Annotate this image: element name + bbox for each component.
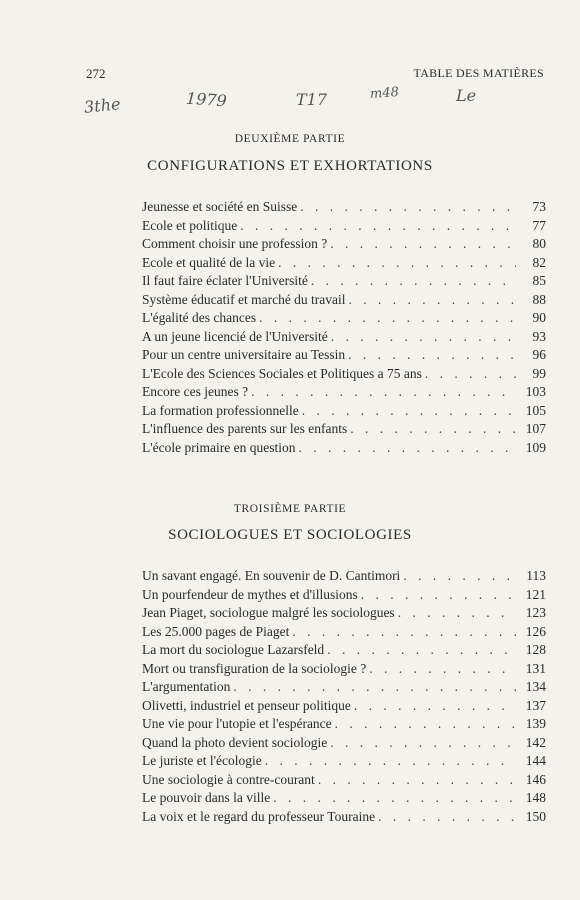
toc-entry-title: Ecole et politique	[142, 217, 238, 233]
toc-entry-page: 139	[525, 716, 546, 731]
toc-entry-page: 105	[525, 402, 546, 418]
dot-leader	[292, 624, 516, 640]
toc-entry	[142, 753, 546, 772]
toc-entry-title: L'argumentation	[142, 679, 231, 694]
handwritten-annotations	[84, 86, 504, 116]
toc-entry-title: Quand la photo devient sociologie	[142, 734, 328, 750]
toc-entry	[142, 366, 546, 385]
toc-entry-title: La mort du sociologue Lazarsfeld	[142, 642, 325, 657]
toc-entry-title: Un savant engagé. En souvenir de D. Cantimori	[142, 568, 401, 583]
handwritten-note: Le	[456, 86, 477, 105]
dot-leader	[330, 735, 516, 751]
toc-entry-page: 131	[525, 660, 546, 676]
dot-leader	[361, 587, 516, 603]
dot-leader	[403, 568, 516, 584]
dot-leader	[278, 255, 516, 271]
dot-leader	[300, 199, 516, 215]
part-label: TROISIÈME PARTIE	[233, 503, 347, 515]
toc-entry-page: 146	[525, 771, 546, 787]
handwritten-note: T17	[296, 90, 328, 109]
toc-entry-page: 126	[525, 623, 546, 639]
dot-leader	[398, 605, 516, 621]
toc-entry-title: Ecole et qualité de la vie	[142, 254, 276, 270]
toc-entry-page: 109	[525, 439, 546, 455]
toc-entry	[142, 384, 546, 403]
dot-leader	[348, 347, 516, 363]
toc-entry	[142, 347, 546, 366]
toc-entry-page: 96	[532, 347, 546, 362]
part-label: DEUXIÈME PARTIE	[234, 133, 346, 145]
toc-entry	[142, 568, 546, 587]
toc-entry	[142, 642, 546, 661]
dot-leader	[318, 772, 516, 788]
toc-entry-title: L'école primaire en question	[142, 439, 296, 455]
toc-entry-title: Jeunesse et société en Suisse	[142, 199, 298, 214]
toc-entry	[142, 716, 546, 735]
dot-leader	[425, 366, 516, 382]
toc-entry-title: Encore ces jeunes ?	[142, 384, 249, 399]
toc-entry	[142, 236, 546, 255]
toc-entry-title: Système éducatif et marché du travail	[142, 291, 346, 307]
dot-leader	[302, 403, 516, 419]
toc-entry-page: 77	[532, 217, 546, 233]
toc-entry-title: La formation professionnelle	[142, 402, 299, 418]
toc-entry-title: Les 25.000 pages de Piaget	[142, 623, 290, 639]
toc-entry-title: L'Ecole des Sciences Sociales et Politiques a 75 ans	[142, 365, 422, 381]
dot-leader	[233, 679, 516, 695]
dot-leader	[327, 642, 516, 658]
toc-entry-page: 82	[532, 254, 546, 270]
toc-entry-title: Jean Piaget, sociologue malgré les sociologues	[142, 605, 395, 620]
toc-entry-page: 107	[525, 421, 546, 436]
toc-entry	[142, 698, 546, 717]
toc-entry-title: Olivetti, industriel et penseur politique	[142, 697, 351, 713]
toc-entry-title: Une sociologie à contre-courant	[142, 771, 315, 787]
toc-entry-title: A un jeune licencié de l'Université	[142, 328, 328, 344]
toc-entry-page: 103	[525, 384, 546, 399]
toc-entry	[142, 292, 546, 311]
toc-list	[142, 199, 546, 458]
toc-entry-title: Une vie pour l'utopie et l'espérance	[142, 716, 332, 731]
toc-entry	[142, 273, 546, 292]
toc-entry-title: Comment choisir une profession ?	[142, 236, 328, 251]
toc-entry-title: Mort ou transfiguration de la sociologie ?	[142, 660, 367, 676]
toc-entry	[142, 735, 546, 754]
toc-entry-page: 137	[525, 697, 546, 713]
toc-entry-page: 90	[532, 310, 546, 325]
toc-entry-page: 93	[532, 328, 546, 344]
toc-entry-page: 142	[525, 734, 546, 750]
toc-entry-title: Le pouvoir dans la ville	[142, 790, 271, 805]
toc-entry-page: 144	[525, 753, 546, 768]
toc-entry-title: La voix et le regard du professeur Touraine	[142, 808, 376, 824]
toc-entry	[142, 310, 546, 329]
toc-entry-page: 128	[525, 642, 546, 657]
dot-leader	[369, 661, 516, 677]
toc-entry	[142, 329, 546, 348]
handwritten-note: m48	[369, 85, 400, 102]
dot-leader	[251, 384, 516, 400]
toc-entry-title: Un pourfendeur de mythes et d'illusions	[142, 586, 358, 602]
dot-leader	[259, 310, 516, 326]
toc-entry-title: L'égalité des chances	[142, 310, 257, 325]
dot-leader	[349, 292, 516, 308]
toc-entry	[142, 809, 546, 828]
toc-entry-page: 99	[532, 365, 546, 381]
toc-entry-page: 80	[532, 236, 546, 251]
dot-leader	[330, 236, 516, 252]
toc-entry-page: 85	[532, 273, 546, 288]
toc-entry	[142, 772, 546, 791]
dot-leader	[331, 329, 516, 345]
toc-entry-page: 121	[525, 586, 546, 602]
part-title: CONFIGURATIONS ET EXHORTATIONS	[147, 158, 433, 174]
dot-leader	[273, 790, 516, 806]
toc-entry	[142, 440, 546, 459]
toc-entry	[142, 199, 546, 218]
toc-entry	[142, 255, 546, 274]
dot-leader	[350, 421, 516, 437]
toc-list	[142, 568, 546, 827]
toc-entry-page: 148	[525, 790, 546, 805]
toc-entry-page: 113	[526, 568, 546, 583]
toc-entry-title: Il faut faire éclater l'Université	[142, 273, 308, 288]
toc-entry-title: Pour un centre universitaire au Tessin	[142, 347, 346, 362]
toc-entry-page: 134	[525, 679, 546, 694]
part-title: SOCIOLOGUES ET SOCIOLOGIES	[168, 527, 412, 543]
handwritten-note: 1979	[185, 88, 228, 111]
dot-leader	[378, 809, 516, 825]
toc-entry-page: 73	[532, 199, 546, 214]
toc-entry	[142, 403, 546, 422]
dot-leader	[335, 716, 516, 732]
dot-leader	[265, 753, 516, 769]
handwritten-note: 3the	[83, 94, 122, 117]
toc-entry	[142, 605, 546, 624]
toc-entry-page: 88	[532, 291, 546, 307]
toc-entry-page: 150	[525, 808, 546, 824]
toc-entry	[142, 587, 546, 606]
dot-leader	[311, 273, 516, 289]
dot-leader	[299, 440, 517, 456]
toc-entry	[142, 624, 546, 643]
toc-entry-page: 123	[525, 605, 546, 620]
toc-entry-title: L'influence des parents sur les enfants	[142, 421, 348, 436]
toc-entry	[142, 661, 546, 680]
toc-entry	[142, 218, 546, 237]
toc-entry-title: Le juriste et l'écologie	[142, 753, 262, 768]
toc-entry	[142, 679, 546, 698]
dot-leader	[354, 698, 516, 714]
toc-entry	[142, 421, 546, 440]
dot-leader	[240, 218, 516, 234]
page-number: 272	[86, 66, 106, 81]
toc-entry	[142, 790, 546, 809]
running-head: TABLE DES MATIÈRES	[413, 66, 544, 80]
